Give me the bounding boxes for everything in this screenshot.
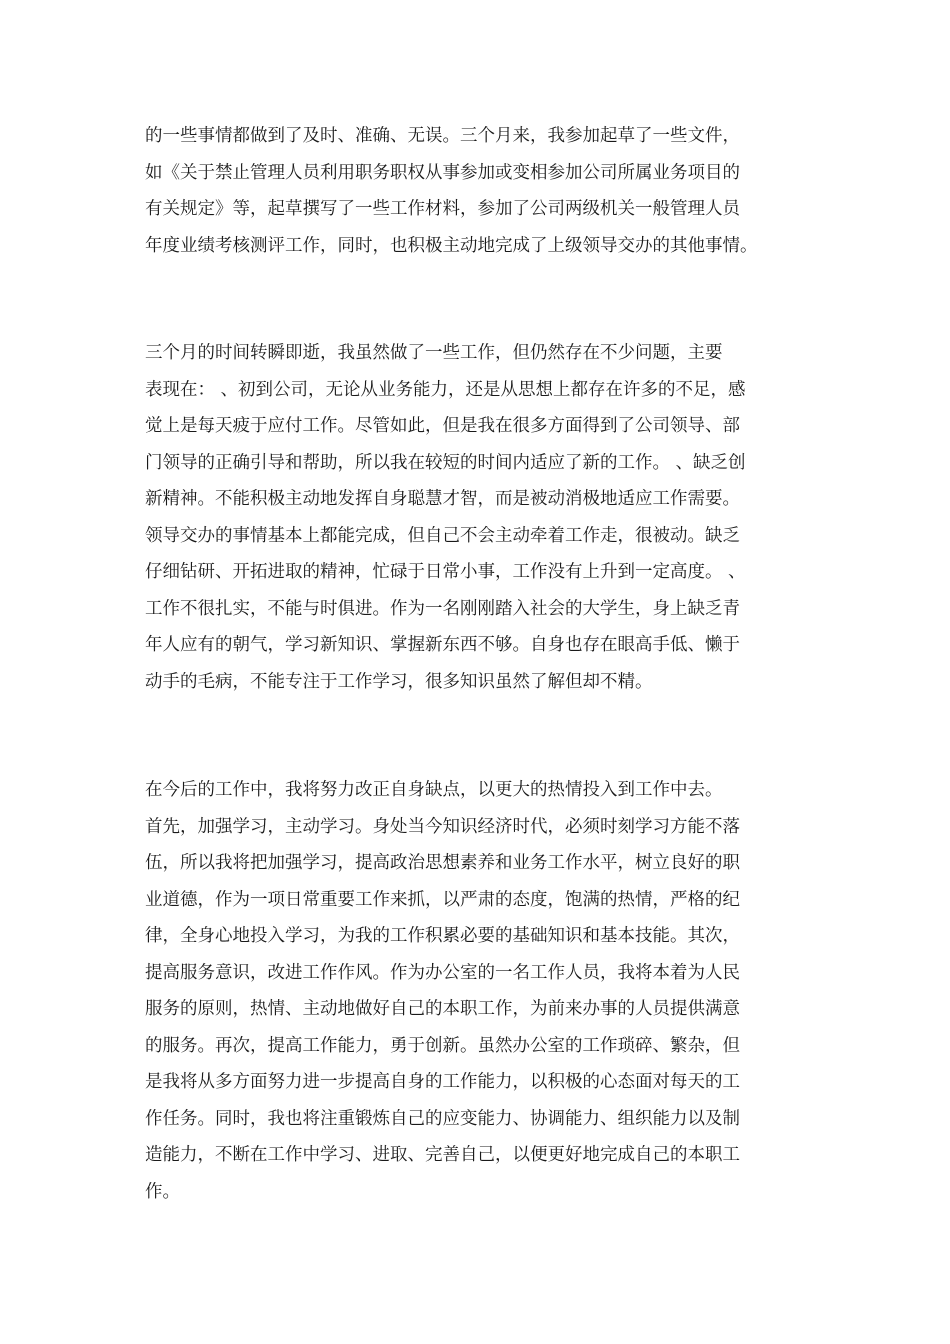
text-line: 年度业绩考核测评工作，同时，也积极主动地完成了上级领导交办的其他事情。 [145,235,758,256]
text-line: 作。 [145,1181,180,1202]
text-line: 是我将从多方面努力进一步提高自身的工作能力，以积极的心态面对每天的工 [145,1072,740,1092]
text-line: 三个月的时间转瞬即逝，我虽然做了一些工作，但仍然存在不少问题，主要 [145,343,723,363]
text-line: 服务的原则，热情、主动地做好自己的本职工作，为前来办事的人员提供满意 [145,999,740,1019]
paragraph-3 [145,772,815,1210]
text-line: 提高服务意识，改进工作作风。作为办公室的一名工作人员，我将本着为人民 [145,962,740,983]
text-line: 伍，所以我将把加强学习，提高政治思想素养和业务工作水平，树立良好的职 [145,853,740,873]
text-line: 造能力，不断在工作中学习、进取、完善自己，以便更好地完成自己的本职工 [145,1145,740,1165]
text-line: 门领导的正确引导和帮助，所以我在较短的时间内适应了新的工作。 、缺乏创 [145,452,746,473]
text-line: 领导交办的事情基本上都能完成，但自己不会主动牵着工作走，很被动。缺乏 [145,525,740,546]
text-line: 首先，加强学习，主动学习。身处当今知识经济时代，必须时刻学习方能不落 [145,816,740,837]
text-line: 业道德，作为一项日常重要工作来抓，以严肃的态度，饱满的热情，严格的纪 [145,889,740,910]
paragraph-2 [145,335,815,700]
text-line: 年人应有的朝气，学习新知识、掌握新东西不够。自身也存在眼高手低、懒于 [145,635,740,655]
text-line: 表现在： 、初到公司，无论从业务能力，还是从思想上都存在许多的不足，感 [145,379,746,400]
text-line: 仔细钻研、开拓进取的精神，忙碌于日常小事，工作没有上升到一定高度。 、 [145,562,746,582]
text-line: 的服务。再次，提高工作能力，勇于创新。虽然办公室的工作琐碎、繁杂，但 [145,1035,740,1056]
text-line: 律，全身心地投入学习，为我的工作积累必要的基础知识和基本技能。其次， [145,926,740,946]
text-line: 在今后的工作中，我将努力改正自身缺点，以更大的热情投入到工作中去。 [145,780,723,800]
text-line: 作任务。同时，我也将注重锻炼自己的应变能力、协调能力、组织能力以及制 [145,1108,740,1129]
text-line: 工作不很扎实，不能与时俱进。作为一名刚刚踏入社会的大学生，身上缺乏青 [145,598,740,619]
text-line: 如《关于禁止管理人员利用职务职权从事参加或变相参加公司所属业务项目的 [145,162,740,183]
paragraph-1 [145,118,815,264]
text-line: 新精神。不能积极主动地发挥自身聪慧才智，而是被动消极地适应工作需要。 [145,489,740,509]
text-line: 动手的毛病，不能专注于工作学习，很多知识虽然了解但却不精。 [145,671,653,692]
text-line: 的一些事情都做到了及时、准确、无误。三个月来，我参加起草了一些文件， [145,126,740,146]
text-line: 有关规定》等，起草撰写了一些工作材料，参加了公司两级机关一般管理人员 [145,199,740,219]
text-line: 觉上是每天疲于应付工作。尽管如此，但是我在很多方面得到了公司领导、部 [145,416,740,436]
